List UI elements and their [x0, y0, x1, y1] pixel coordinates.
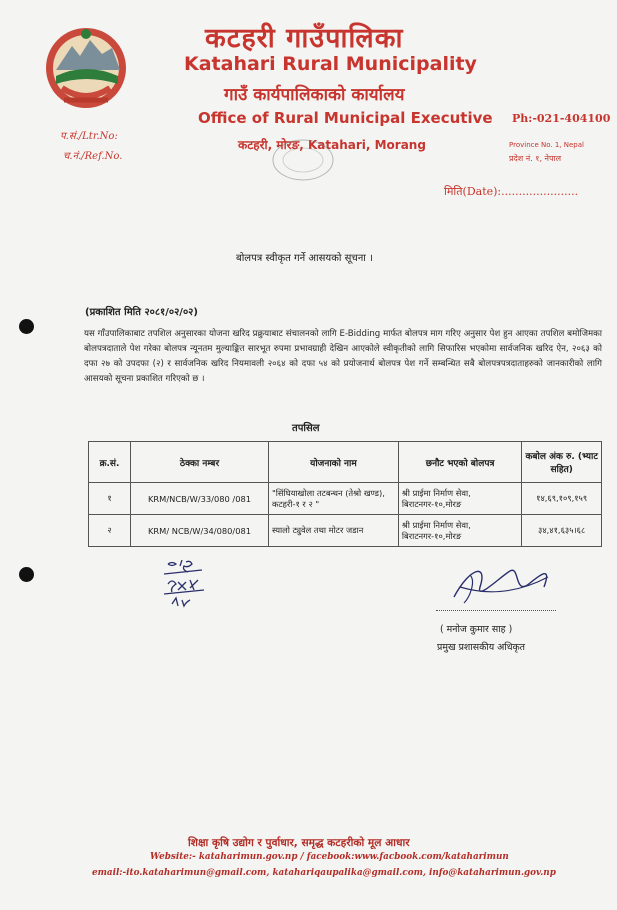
col-header-bid-amount: कबोल अंक रु. (भ्याट सहित) — [522, 442, 602, 483]
footer-motto: शिक्षा कृषि उद्योग र पुर्वाधार, समृद्ध कटहरीको मूल आधार — [188, 837, 410, 849]
cell-selected-bid: श्री प्राईमा निर्माण सेवा, बिराटनगर-१०,मोरङ — [398, 515, 521, 547]
office-stamp-icon — [268, 135, 338, 185]
handwritten-note — [160, 560, 210, 612]
cell-contract-no: KRM/NCB/W/33/080 /081 — [131, 483, 269, 515]
municipality-name-english: Katahari Rural Municipality — [184, 53, 477, 75]
cell-sn: २ — [89, 515, 131, 547]
notice-body: यस गाँउपालिकाबाट तपशिल अनुसारका योजना खरिद प्रक्रुयाबाट संचालनको लागि E-Bidding मार्फत बोलपत्र माग गरिए अनुसार पेश हुन आएका तपशिल बमोजिमका बोलपत्रदाताले पेश गरेका बोलपत्र न्यूनतम मुल्याङ्कित सारभूत रुपमा प्रभावग्राही देखिन आएकोले स्वीकृतीको लागि सिफारिस भएकोमा सार्वजनिक खरिद ऐन, २०६३ को दफा २७ को उपदफा (२) र सार्वजनिक खरिद नियमावली २०६४ को दफा ५४ को प्रयोजनार्थ बोलपत्र पेश गर्ने सम्बन्धित सबै बोलपत्रपत्रदाताहरुको जानकारीको लागि आसयको सूचना प्रकाशित गरिएको छ । — [84, 329, 602, 384]
cell-project-name: "सिंघियाखोला तटबन्धन (तेश्रो खण्ड), कटहरी-१ र २ " — [268, 483, 398, 515]
signature — [440, 557, 560, 615]
signatory-title: प्रमुख प्रशासकीय अधिकृत — [437, 642, 526, 653]
cell-sn: १ — [89, 483, 131, 515]
col-header-selected-bid: छनौट भएको बोलपत्र — [398, 442, 521, 483]
letter-number-label: प.सं./Ltr.No: — [60, 131, 118, 142]
published-date: (प्रकाशित मिति २०८१/०२/०२) — [85, 307, 198, 318]
office-name-english: Office of Rural Municipal Executive — [198, 109, 493, 127]
footer-email: email:-ito.kataharimun@gmail.com, katahariqaupalika@gmail.com, info@kataharimun.gov.np — [92, 868, 556, 878]
signatory-name: ( मनोज कुमार साह ) — [440, 624, 513, 635]
cell-bid-amount: १४,६९,१०९,१५९ — [522, 483, 602, 515]
nepal-emblem-icon — [40, 26, 132, 112]
municipality-name-nepali: कटहरी गाउँपालिका — [205, 23, 404, 54]
footer-website: Website:- kataharimun.gov.np / facebook:www.facbook.com/kataharimun — [150, 852, 509, 862]
cell-selected-bid: श्री प्राईमा निर्माण सेवा, बिराटनगर-१०,मोरङ — [398, 483, 521, 515]
cell-contract-no: KRM/ NCB/W/34/080/081 — [131, 515, 269, 547]
schedule-title: तपसिल — [292, 423, 320, 434]
punch-hole-bottom — [19, 567, 34, 582]
punch-hole-top — [19, 319, 34, 334]
signature-line — [436, 610, 556, 611]
bid-table — [88, 441, 602, 547]
reference-number-label: च.नं./Ref.No. — [63, 151, 123, 162]
col-header-sn: क्र.सं. — [89, 442, 131, 483]
province-nepali: प्रदेश नं. १, नेपाल — [509, 154, 562, 163]
province-english: Province No. 1, Nepal — [509, 141, 584, 149]
notice-subject: बोलपत्र स्वीकृत गर्ने आसयको सूचना । — [236, 253, 373, 264]
phone-number: Ph:-021-404100 — [512, 112, 611, 125]
office-name-nepali: गाउँ कार्यपालिकाको कार्यालय — [224, 85, 405, 105]
cell-project-name: स्यालो ट्युवेल तथा मोटर जडान — [268, 515, 398, 547]
table-header-row — [89, 442, 602, 483]
date-label: मिति(Date):...................... — [444, 185, 579, 198]
cell-bid-amount: ३४,४१,६३५।६८ — [522, 515, 602, 547]
col-header-contract-no: ठेक्का नम्बर — [131, 442, 269, 483]
table-row — [89, 515, 602, 547]
table-row — [89, 483, 602, 515]
office-address: कटहरी, मोरङ, Katahari, Morang — [238, 138, 426, 152]
col-header-project-name: योजनाको नाम — [268, 442, 398, 483]
